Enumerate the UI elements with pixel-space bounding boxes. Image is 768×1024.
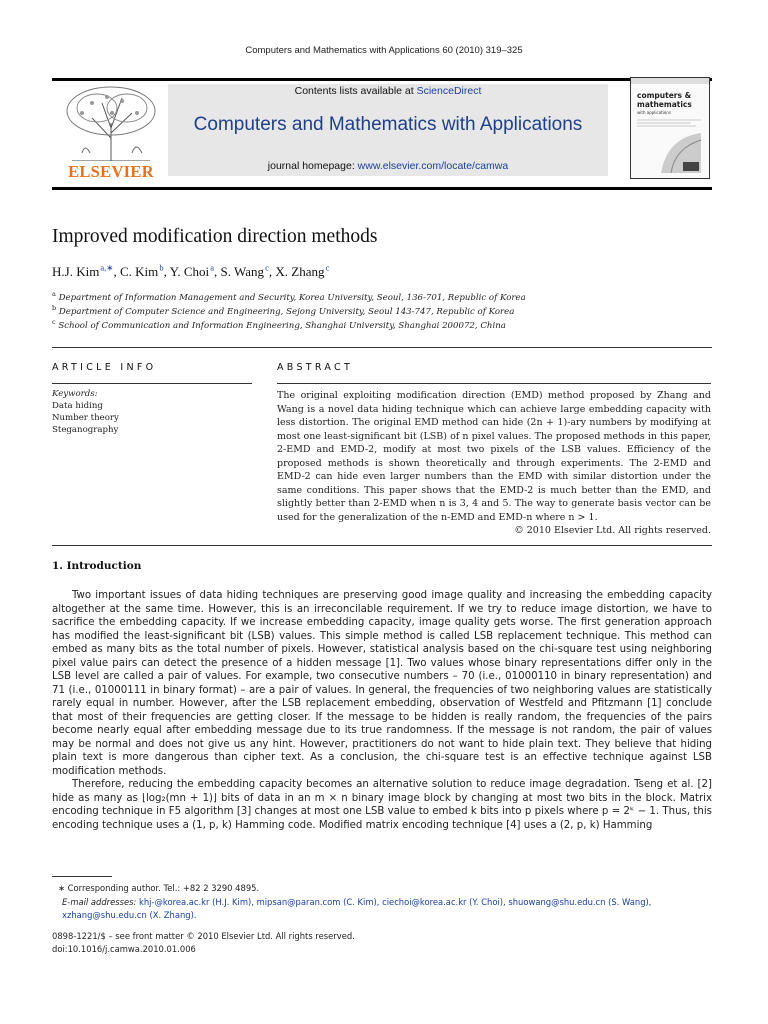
top-rule	[52, 78, 712, 81]
author: C. Kim $^b$,	[119, 263, 170, 280]
journal-title: Computers and Mathematics with Applications	[193, 114, 583, 135]
author: H.J. Kim $^{a,∗}$,	[52, 263, 120, 280]
publisher-name: ELSEVIER	[68, 162, 154, 181]
keyword: Number theory	[52, 413, 119, 423]
cover-title-line1: computers &	[637, 91, 692, 100]
contents-prefix: Contents lists available at	[294, 85, 417, 97]
footnote-rule	[52, 876, 112, 877]
affiliation: $^b$ Department of Computer Science and Engineering, Sejong University, Seoul 143-747, Republic of Korea	[52, 304, 515, 317]
sciencedirect-link[interactable]: ScienceDirect	[416, 85, 482, 97]
article-info-rule	[52, 383, 252, 384]
issn-line: 0898-1221/$ – see front matter © 2010 Elsevier Ltd. All rights reserved.	[52, 931, 355, 941]
paragraph: Two important issues of data hiding techniques are preserving good image quality and increasing the embedding capacity altogether at the same time. However, this is an irreconcilable requirement. If we try to reduce image distortion, we have to sacrifice the embedding capacity. If we increase embedding capacity, image quality gets worse. The first generation approach has modified the least-significant bit (LSB) values. This simple method is called LSB replacement technique. This method can embed as many bits as the total number of pixels. However, statistical analysis based on the chi-square test using neighboring pixel value pairs can detect the presence of a hidden message [1]. Two values whose binary representations differ only in the LSB level are called a pair of values. For example, two consecutive numbers – 70 (i.e., 01000110 in binary representation) and 71 (i.e., 01000111 in binary format) – are a pair of values. In general, the frequencies of two neighboring values are statistically rarely equal in number. However, after the LSB replacement embedding, observation of Westfeld and Pfitzmann [1] conclude that most of their frequencies are getting closer. If the message to be hidden is really random, the frequencies of the pairs become nearly equal after embedding message due to its true randomness. If the message is not random, the pair of values may be normal and does not give us any hint. However, practitioners do not want to hide plain text. They believe that hiding plain text is more dangerous than cipher text. As a conclusion, the chi-square test is an effective technique against LSB modification methods.	[52, 590, 712, 777]
affiliation: $^a$ Department of Information Management and Security, Korea University, Seoul, 136-701, Republic of Korea	[52, 290, 526, 303]
cover-image	[631, 78, 709, 178]
author: S. Wang $^c$,	[220, 263, 276, 280]
introduction-body	[52, 589, 712, 832]
keywords-label: Keywords:	[52, 389, 98, 399]
email-list[interactable]: khj-@korea.ac.kr (H.J. Kim), mipsan@paran.com (C. Kim), ciechoi@korea.ac.kr (Y. Choi), shuowang@shu.edu.cn (S. Wang), xzhang@shu.edu.cn (X. Zhang).	[62, 897, 652, 920]
copyright-notice: © 2010 Elsevier Ltd. All rights reserved.	[514, 525, 711, 536]
abstract-body	[277, 389, 711, 538]
paragraph: Therefore, reducing the embedding capacity becomes an alternative solution to reduce image degradation. Tseng et al. [2] hide as many as ⌊log₂(mn + 1)⌋ bits of data in an m × n binary image block by changing at most two bits in the block. Matrix encoding technique in F5 algorithm [3] changes at most one LSB value to embed k bits into p pixels where p = 2ᵏ − 1. Thus, this encoding technique uses a (1, p, k) Hamming code. Modified matrix encoding technique [4] uses a (2, p, k) Hamming	[52, 779, 712, 831]
abstract-heading: ABSTRACT	[277, 362, 354, 373]
corresponding-author-note: ∗ Corresponding author. Tel.: +82 2 3290 4895.	[58, 883, 260, 893]
section-heading-introduction: 1. Introduction	[52, 560, 142, 572]
article-info-heading: ARTICLE INFO	[52, 362, 157, 373]
email-addresses	[52, 896, 712, 921]
section-rule	[52, 347, 712, 348]
elsevier-tree-icon	[52, 83, 170, 161]
affiliation: $^c$ School of Communication and Information Engineering, Shanghai University, Shanghai 200072, China	[52, 318, 506, 331]
email-label: E-mail addresses:	[62, 897, 140, 907]
header-bottom-rule	[52, 187, 712, 190]
homepage-link[interactable]: www.elsevier.com/locate/camwa	[357, 160, 509, 172]
homepage-prefix: journal homepage:	[267, 160, 358, 172]
keyword: Data hiding	[52, 401, 103, 411]
contents-line	[168, 85, 608, 97]
homepage-line	[168, 160, 608, 172]
running-header: Computers and Mathematics with Applications 60 (2010) 319–325	[245, 45, 523, 56]
abstract-text: The original exploiting modification direction (EMD) method proposed by Zhang and Wang is a novel data hiding technique which can achieve large embedding capacity with less distortion. The original EMD method can hide (2n + 1)-ary numbers by modifying at most one least-significant bit (LSB) of n pixel values. The proposed methods in this paper, 2-EMD and EMD-2, modify at most two pixels of the LSB values. Efficiency of the proposed methods is shown theoretically and through experiments. The 2-EMD and EMD-2 can hide even larger numbers than the EMD with similar distortion under the same conditions. This paper shows that the EMD-2 is much better than the EMD, and slightly better than 2-EMD when n is 3, 4 and 5. The way to generate basis vector can be used for the generalization of the n-EMD and EMD-n where n > 1.	[277, 390, 711, 523]
paper-title: Improved modification direction methods	[52, 226, 378, 247]
author: X. Zhang $^c$	[275, 263, 330, 280]
author: Y. Choi $^a$,	[169, 263, 221, 280]
abstract-bottom-rule	[52, 545, 712, 546]
keyword: Steganography	[52, 425, 119, 435]
author-list	[52, 263, 329, 280]
cover-subtitle: with applications	[637, 110, 671, 115]
cover-title-line2: mathematics	[637, 100, 692, 109]
abstract-rule	[277, 383, 711, 384]
journal-cover	[630, 77, 710, 179]
doi-link[interactable]: doi:10.1016/j.camwa.2010.01.006	[52, 944, 196, 954]
